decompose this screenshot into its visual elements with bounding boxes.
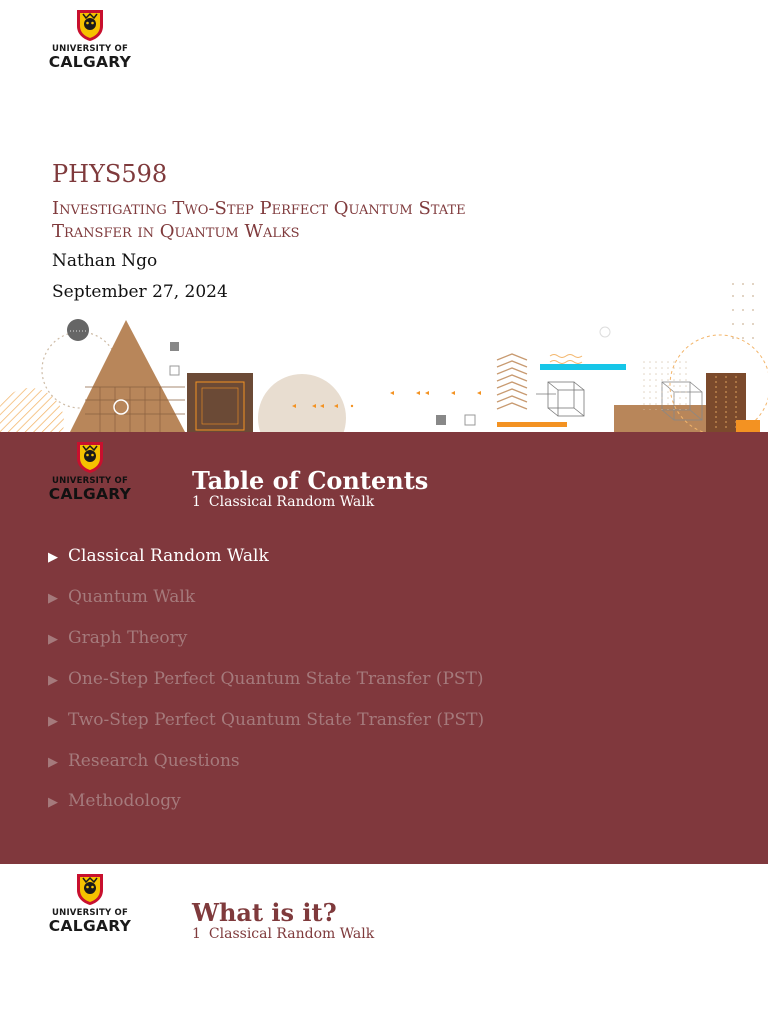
- logo-line1: UNIVERSITY OF: [52, 476, 128, 486]
- section-indicator: [192, 494, 374, 510]
- course-title: PHYS598: [52, 160, 168, 188]
- university-logo: [48, 872, 132, 936]
- toc-item-one-step-pst[interactable]: [48, 669, 484, 689]
- toc-item-research-questions[interactable]: [48, 751, 240, 771]
- triangle-right-icon: ▶: [48, 714, 58, 729]
- logo-line1: UNIVERSITY OF: [52, 44, 128, 54]
- author-name: Nathan Ngo: [52, 251, 158, 271]
- section-number: 1: [192, 494, 201, 510]
- toc-slide: [0, 432, 768, 864]
- slide-heading: What is it?: [192, 898, 337, 927]
- triangle-right-icon: ▶: [48, 591, 58, 606]
- decorative-geometric-banner: [0, 270, 768, 432]
- triangle-right-icon: ▶: [48, 550, 58, 565]
- content-slide: [0, 864, 768, 1024]
- toc-item-label: Methodology: [68, 791, 181, 811]
- university-logo: [48, 440, 132, 504]
- toc-item-two-step-pst[interactable]: [48, 710, 484, 730]
- slide-heading: Table of Contents: [192, 466, 429, 495]
- toc-item-label: Quantum Walk: [68, 587, 196, 607]
- crest-icon: [75, 8, 105, 42]
- toc-item-label: One-Step Perfect Quantum State Transfer (PST): [68, 669, 484, 689]
- logo-line2: CALGARY: [48, 53, 132, 71]
- toc-item-quantum-walk[interactable]: [48, 587, 195, 607]
- logo-line2: CALGARY: [48, 485, 132, 503]
- triangle-right-icon: ▶: [48, 673, 58, 688]
- university-logo: [48, 8, 132, 72]
- section-indicator: [192, 926, 374, 942]
- crest-icon: [75, 440, 105, 474]
- logo-line1: UNIVERSITY OF: [52, 908, 128, 918]
- section-name: Classical Random Walk: [208, 494, 375, 510]
- triangle-right-icon: ▶: [48, 795, 58, 810]
- toc-item-label: Classical Random Walk: [68, 546, 269, 566]
- toc-item-graph-theory[interactable]: [48, 628, 187, 648]
- subtitle-line1: Investigating Two-Step Perfect Quantum State: [52, 198, 466, 219]
- logo-line2: CALGARY: [48, 917, 132, 935]
- crest-icon: [75, 872, 105, 906]
- section-number: 1: [192, 926, 201, 942]
- toc-item-label: Two-Step Perfect Quantum State Transfer (PST): [68, 710, 485, 730]
- toc-item-methodology[interactable]: [48, 791, 181, 811]
- triangle-right-icon: ▶: [48, 755, 58, 770]
- toc-item-label: Graph Theory: [68, 628, 188, 648]
- triangle-right-icon: ▶: [48, 632, 58, 647]
- title-slide: [0, 0, 768, 432]
- subtitle-line2: Transfer in Quantum Walks: [52, 221, 300, 242]
- toc-item-label: Research Questions: [68, 751, 240, 771]
- toc-item-classical-random-walk[interactable]: [48, 546, 269, 566]
- presentation-subtitle: [52, 197, 466, 243]
- presentation-date: September 27, 2024: [52, 282, 228, 302]
- section-name: Classical Random Walk: [208, 926, 375, 942]
